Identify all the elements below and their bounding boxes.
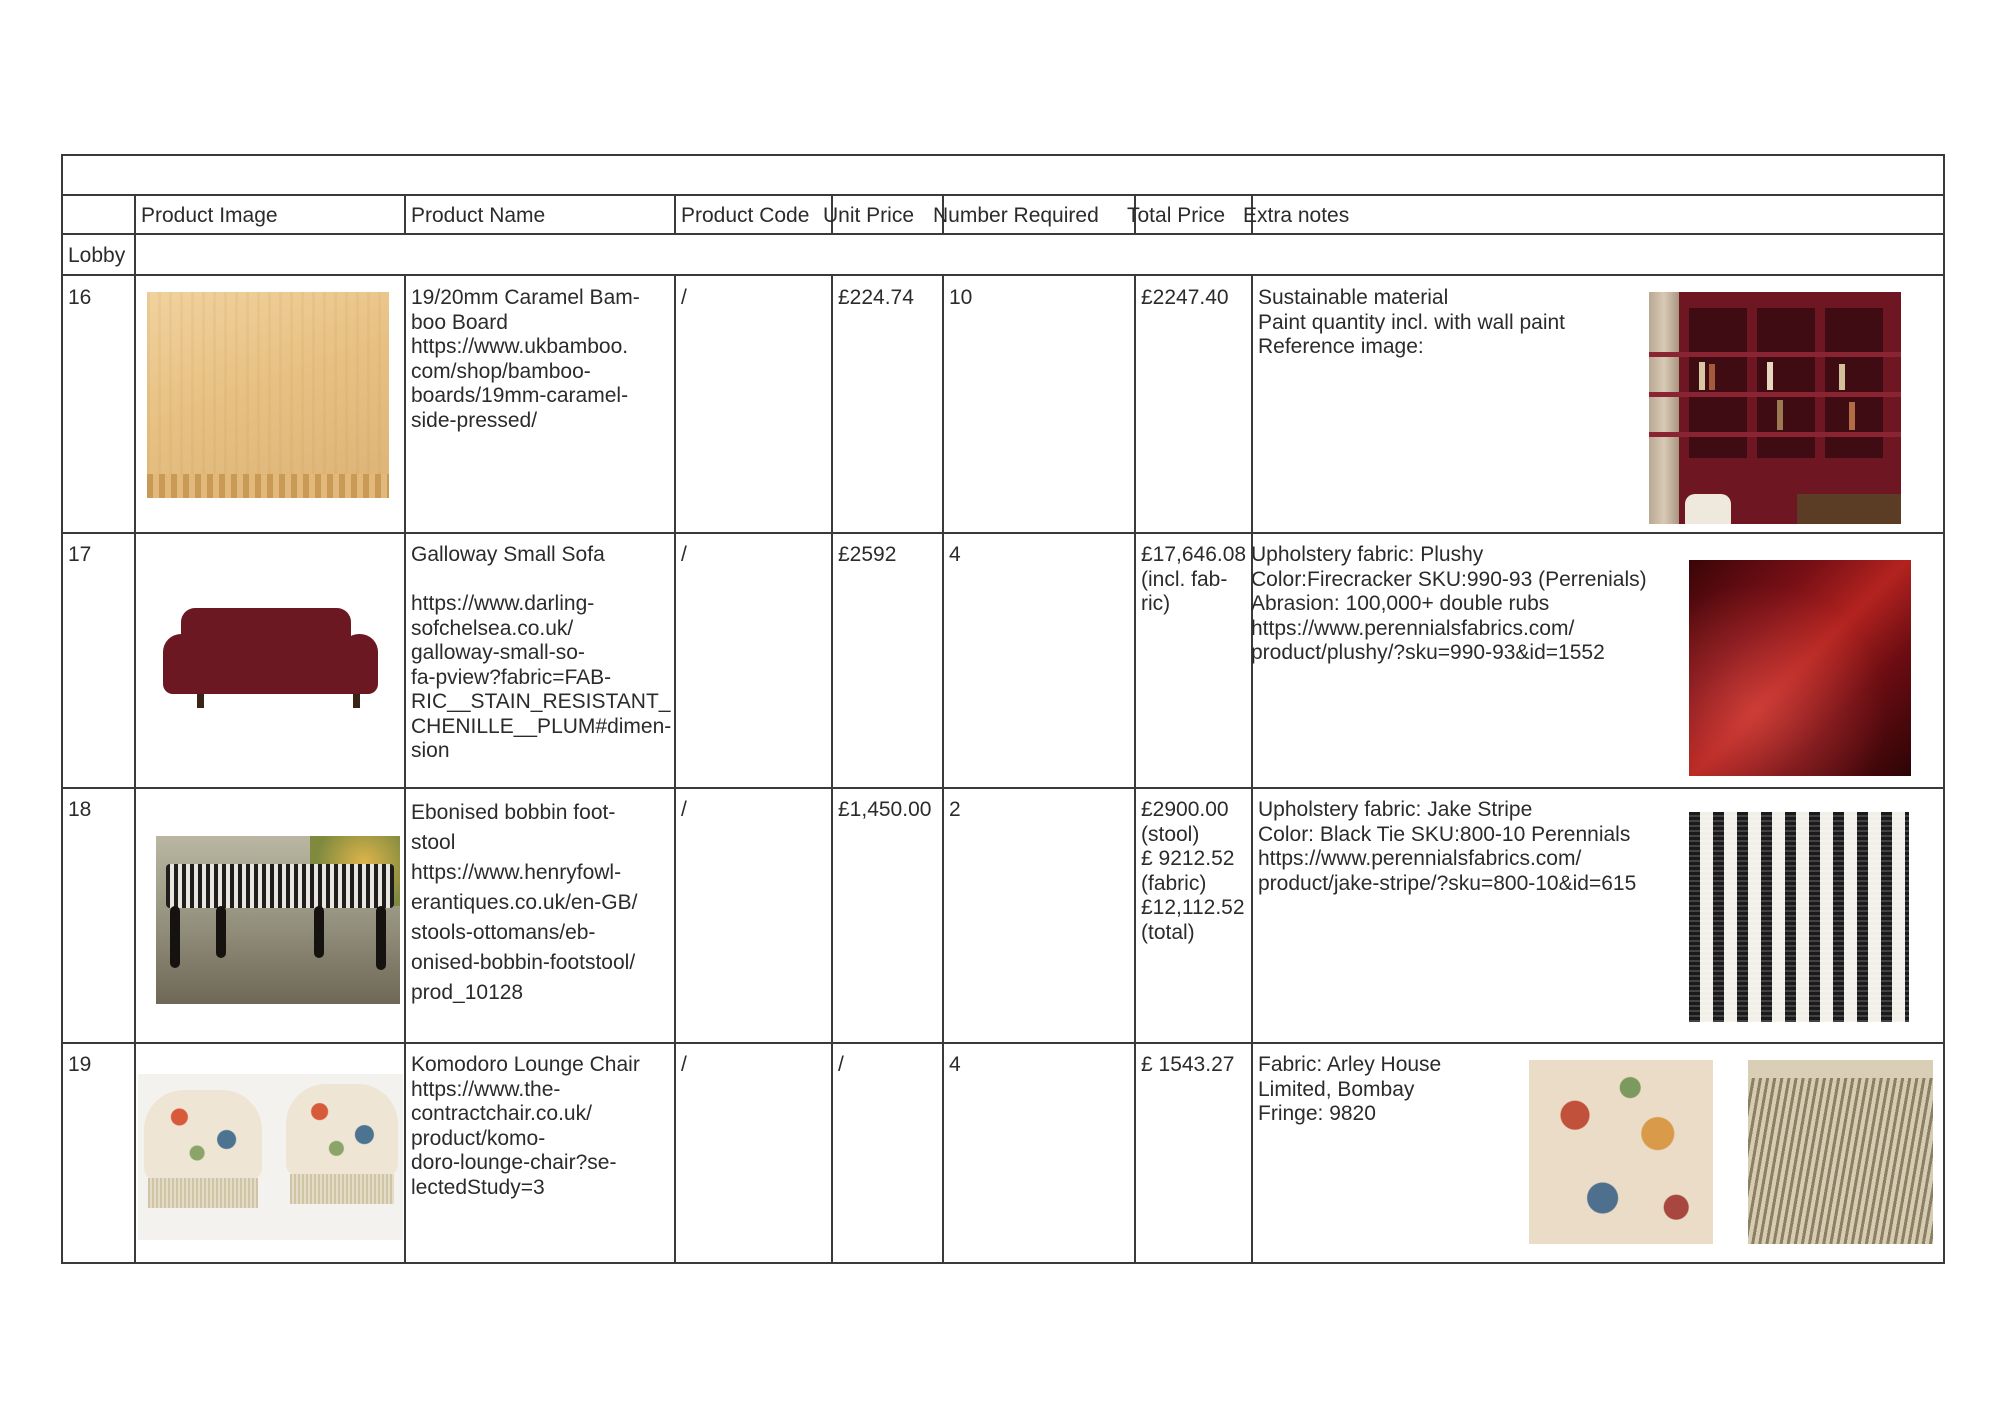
column-rule bbox=[1251, 274, 1253, 1262]
fringe-trim-swatch bbox=[1748, 1060, 1933, 1244]
table-rule bbox=[63, 1042, 1943, 1044]
number-required: 2 bbox=[949, 798, 961, 821]
header-product-image: Product Image bbox=[141, 204, 278, 227]
floral-lounge-chairs-photo bbox=[138, 1074, 403, 1240]
row-number: 19 bbox=[68, 1053, 92, 1076]
table-rule bbox=[63, 194, 1943, 196]
table-rule bbox=[63, 532, 1943, 534]
unit-price: £224.74 bbox=[838, 286, 914, 309]
column-rule bbox=[831, 274, 833, 1262]
header-product-code: Product Code bbox=[681, 204, 810, 227]
number-required: 10 bbox=[949, 286, 973, 309]
row-number: 16 bbox=[68, 286, 92, 309]
extra-notes: Sustainable material Paint quantity incl. with wall paint Reference image: bbox=[1258, 286, 1565, 358]
extra-notes: Fabric: Arley House Limited, Bombay Fringe: 9820 bbox=[1258, 1053, 1442, 1125]
header-product-name: Product Name bbox=[411, 204, 546, 227]
column-rule bbox=[674, 274, 676, 1262]
unit-price: £1,450.00 bbox=[838, 798, 932, 821]
product-name: Galloway Small Sofa https://www.darling- sofchelsea.co.uk/ galloway-small-so- fa-pview?fabric=FAB- RIC__STAIN_RESISTANT_ CHENILLE__PLUM#dimen- sion bbox=[411, 543, 672, 762]
red-velvet-fabric-swatch bbox=[1689, 560, 1911, 776]
total-price: £2900.00 (stool) £ 9212.52 (fabric) £12,112.52 (total) bbox=[1141, 798, 1245, 944]
column-rule bbox=[674, 194, 676, 233]
floral-fabric-swatch bbox=[1529, 1060, 1713, 1244]
row-number: 17 bbox=[68, 543, 92, 566]
bamboo-board-photo bbox=[147, 292, 389, 498]
extra-notes: Upholstery fabric: Plushy Color:Firecracker SKU:990-93 (Perrenials) Abrasion: 100,000+ double rubs https://www.perennialsfabrics.com/ product/plushy/?sku=990-93&id=1552 bbox=[1251, 543, 1647, 664]
product-code: / bbox=[681, 543, 687, 566]
column-rule bbox=[134, 194, 136, 1262]
header-number-required: Number Required bbox=[933, 204, 1099, 227]
unit-price: £2592 bbox=[838, 543, 897, 566]
product-name: 19/20mm Caramel Bam- boo Board https://www.ukbamboo. com/shop/bamboo- boards/19mm-caramel- side-pressed/ bbox=[411, 286, 640, 432]
table-rule bbox=[63, 787, 1943, 789]
total-price: £2247.40 bbox=[1141, 286, 1229, 309]
column-rule bbox=[1134, 274, 1136, 1262]
product-schedule-table bbox=[61, 154, 1945, 1264]
number-required: 4 bbox=[949, 543, 961, 566]
striped-footstool-photo bbox=[156, 836, 400, 1004]
extra-notes: Upholstery fabric: Jake Stripe Color: Black Tie SKU:800-10 Perennials https://www.perennialsfabrics.com/ product/jake-stripe/?sku=800-10&id=615 bbox=[1258, 798, 1637, 895]
product-code: / bbox=[681, 1053, 687, 1076]
total-price: £17,646.08 (incl. fab- ric) bbox=[1141, 543, 1247, 615]
unit-price: / bbox=[838, 1053, 844, 1076]
black-white-stripe-fabric-swatch bbox=[1689, 812, 1909, 1022]
row-number: 18 bbox=[68, 798, 92, 821]
product-code: / bbox=[681, 286, 687, 309]
header-unit-price: Unit Price bbox=[823, 204, 915, 227]
product-name: Ebonised bobbin foot- stool https://www.henryfowl- erantiques.co.uk/en-GB/ stools-ottomans/eb- onised-bobbin-footstool/ prod_10128 bbox=[411, 801, 638, 1004]
total-price: £ 1543.27 bbox=[1141, 1053, 1235, 1076]
product-code: / bbox=[681, 798, 687, 821]
table-rule bbox=[63, 233, 1943, 235]
table-rule bbox=[63, 274, 1943, 276]
section-label-lobby: Lobby bbox=[68, 244, 126, 267]
column-rule bbox=[404, 274, 406, 1262]
column-rule bbox=[404, 194, 406, 233]
burgundy-bookshelf-reference-photo bbox=[1649, 292, 1901, 524]
plum-sofa-photo bbox=[163, 606, 378, 716]
number-required: 4 bbox=[949, 1053, 961, 1076]
header-extra-notes: Extra notes bbox=[1243, 204, 1350, 227]
product-name: Komodoro Lounge Chair https://www.the- contractchair.co.uk/ product/komo- doro-lounge-chair?se- lectedStudy=3 bbox=[411, 1053, 640, 1199]
header-total-price: Total Price bbox=[1127, 204, 1226, 227]
column-rule bbox=[942, 274, 944, 1262]
